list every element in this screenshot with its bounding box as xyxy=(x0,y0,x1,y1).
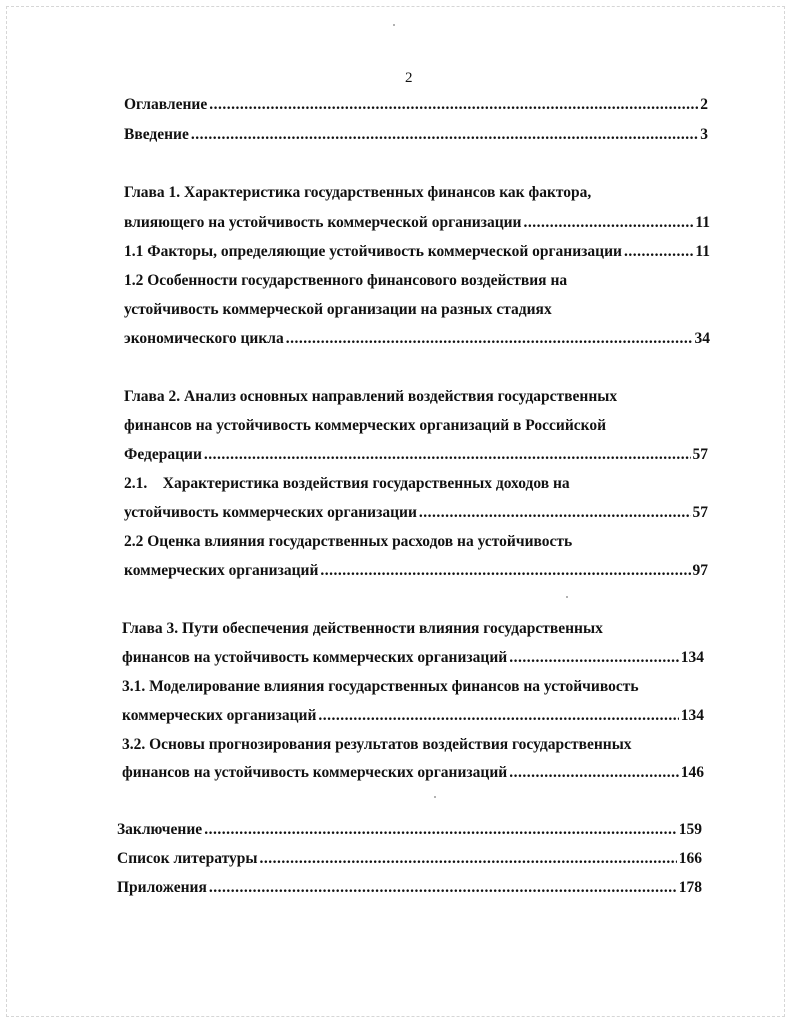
toc-page-number: 34 xyxy=(694,330,710,347)
toc-entry-section-2-2[interactable] xyxy=(124,561,708,581)
dot-leader xyxy=(209,95,698,115)
dot-leader xyxy=(524,213,694,233)
dot-leader xyxy=(259,849,676,869)
dot-leader xyxy=(624,242,693,262)
toc-chapter-2-line-2: финансов на устойчивость коммерческих организаций в Российской xyxy=(124,417,607,434)
toc-page-number: 11 xyxy=(695,243,710,260)
dot-leader xyxy=(191,125,698,145)
toc-chapter-3-line-1: Глава 3. Пути обеспечения действенности влияния государственных xyxy=(122,620,603,637)
toc-entry-contents[interactable] xyxy=(124,95,708,115)
scan-speck xyxy=(393,24,395,26)
toc-page-number: 97 xyxy=(692,562,708,579)
dot-leader xyxy=(320,561,690,581)
toc-entry-text: коммерческих организаций xyxy=(122,707,317,724)
toc-entry-text: Приложения xyxy=(117,879,207,896)
dot-leader xyxy=(509,763,679,783)
toc-entry-text: финансов на устойчивость коммерческих организаций xyxy=(122,764,508,781)
toc-entry-text: Введение xyxy=(124,126,189,143)
toc-section-1-2-line-2: устойчивость коммерческой организации на разных стадиях xyxy=(124,301,552,318)
toc-section-1-2-line-1: 1.2 Особенности государственного финансового воздействия на xyxy=(124,272,568,289)
toc-entry-text: Оглавление xyxy=(124,96,208,113)
toc-section-3-2-line-1: 3.2. Основы прогнозирования результатов воздействия государственных xyxy=(122,736,632,753)
toc-entry-appendices[interactable] xyxy=(117,878,702,898)
toc-page-number: 3 xyxy=(700,126,708,143)
toc-page-number: 11 xyxy=(695,214,710,231)
toc-page-number: 57 xyxy=(692,446,708,463)
toc-entry-bibliography[interactable] xyxy=(117,849,702,869)
toc-chapter-1-line-1: Глава 1. Характеристика государственных финансов как фактора, xyxy=(124,184,592,201)
toc-entry-section-1-2[interactable] xyxy=(124,329,710,349)
toc-entry-chapter-2[interactable] xyxy=(124,445,708,465)
toc-entry-section-2-1[interactable] xyxy=(124,503,708,523)
toc-entry-text: Федерации xyxy=(124,446,202,463)
toc-entry-text: экономического цикла xyxy=(124,330,284,347)
toc-chapter-2-line-1: Глава 2. Анализ основных направлений воздействия государственных xyxy=(124,388,618,405)
dot-leader xyxy=(419,503,691,523)
scan-speck xyxy=(434,796,436,798)
toc-entry-text: Заключение xyxy=(117,821,203,838)
toc-entry-conclusion[interactable] xyxy=(117,820,702,840)
toc-page-number: 178 xyxy=(678,879,702,896)
toc-entry-section-3-1[interactable] xyxy=(122,706,704,726)
toc-entry-section-1-1[interactable] xyxy=(124,242,710,262)
toc-section-2-1-line-1: 2.1. Характеристика воздействия государственных доходов на xyxy=(124,475,570,492)
toc-entry-text: Список литературы xyxy=(117,850,258,867)
toc-entry-introduction[interactable] xyxy=(124,125,708,145)
toc-section-3-1-line-1: 3.1. Моделирование влияния государственных финансов на устойчивость xyxy=(122,678,639,695)
toc-entry-text: устойчивость коммерческих организации xyxy=(124,504,417,521)
dot-leader xyxy=(509,648,679,668)
dot-leader xyxy=(204,445,691,465)
toc-page-number: 166 xyxy=(678,850,702,867)
toc-entry-text: 1.1 Факторы, определяющие устойчивость коммерческой организации xyxy=(124,243,622,260)
toc-page-number: 134 xyxy=(680,707,704,724)
scan-speck xyxy=(566,596,568,598)
dot-leader xyxy=(204,820,677,840)
toc-page-number: 146 xyxy=(680,764,704,781)
toc-entry-section-3-2[interactable] xyxy=(122,763,704,783)
toc-entry-chapter-1[interactable] xyxy=(124,213,710,233)
toc-page-number: 2 xyxy=(700,96,708,113)
toc-entry-chapter-3[interactable] xyxy=(122,648,704,668)
dot-leader xyxy=(318,706,678,726)
toc-entry-text: влияющего на устойчивость коммерческой организации xyxy=(124,214,522,231)
toc-section-2-2-line-1: 2.2 Оценка влияния государственных расходов на устойчивость xyxy=(124,533,573,550)
toc-entry-text: финансов на устойчивость коммерческих организаций xyxy=(122,649,508,666)
page-number: 2 xyxy=(405,70,413,86)
toc-page-number: 159 xyxy=(678,821,702,838)
dot-leader xyxy=(209,878,677,898)
toc-page-number: 57 xyxy=(692,504,708,521)
dot-leader xyxy=(286,329,693,349)
toc-entry-text: коммерческих организаций xyxy=(124,562,319,579)
toc-page-number: 134 xyxy=(680,649,704,666)
